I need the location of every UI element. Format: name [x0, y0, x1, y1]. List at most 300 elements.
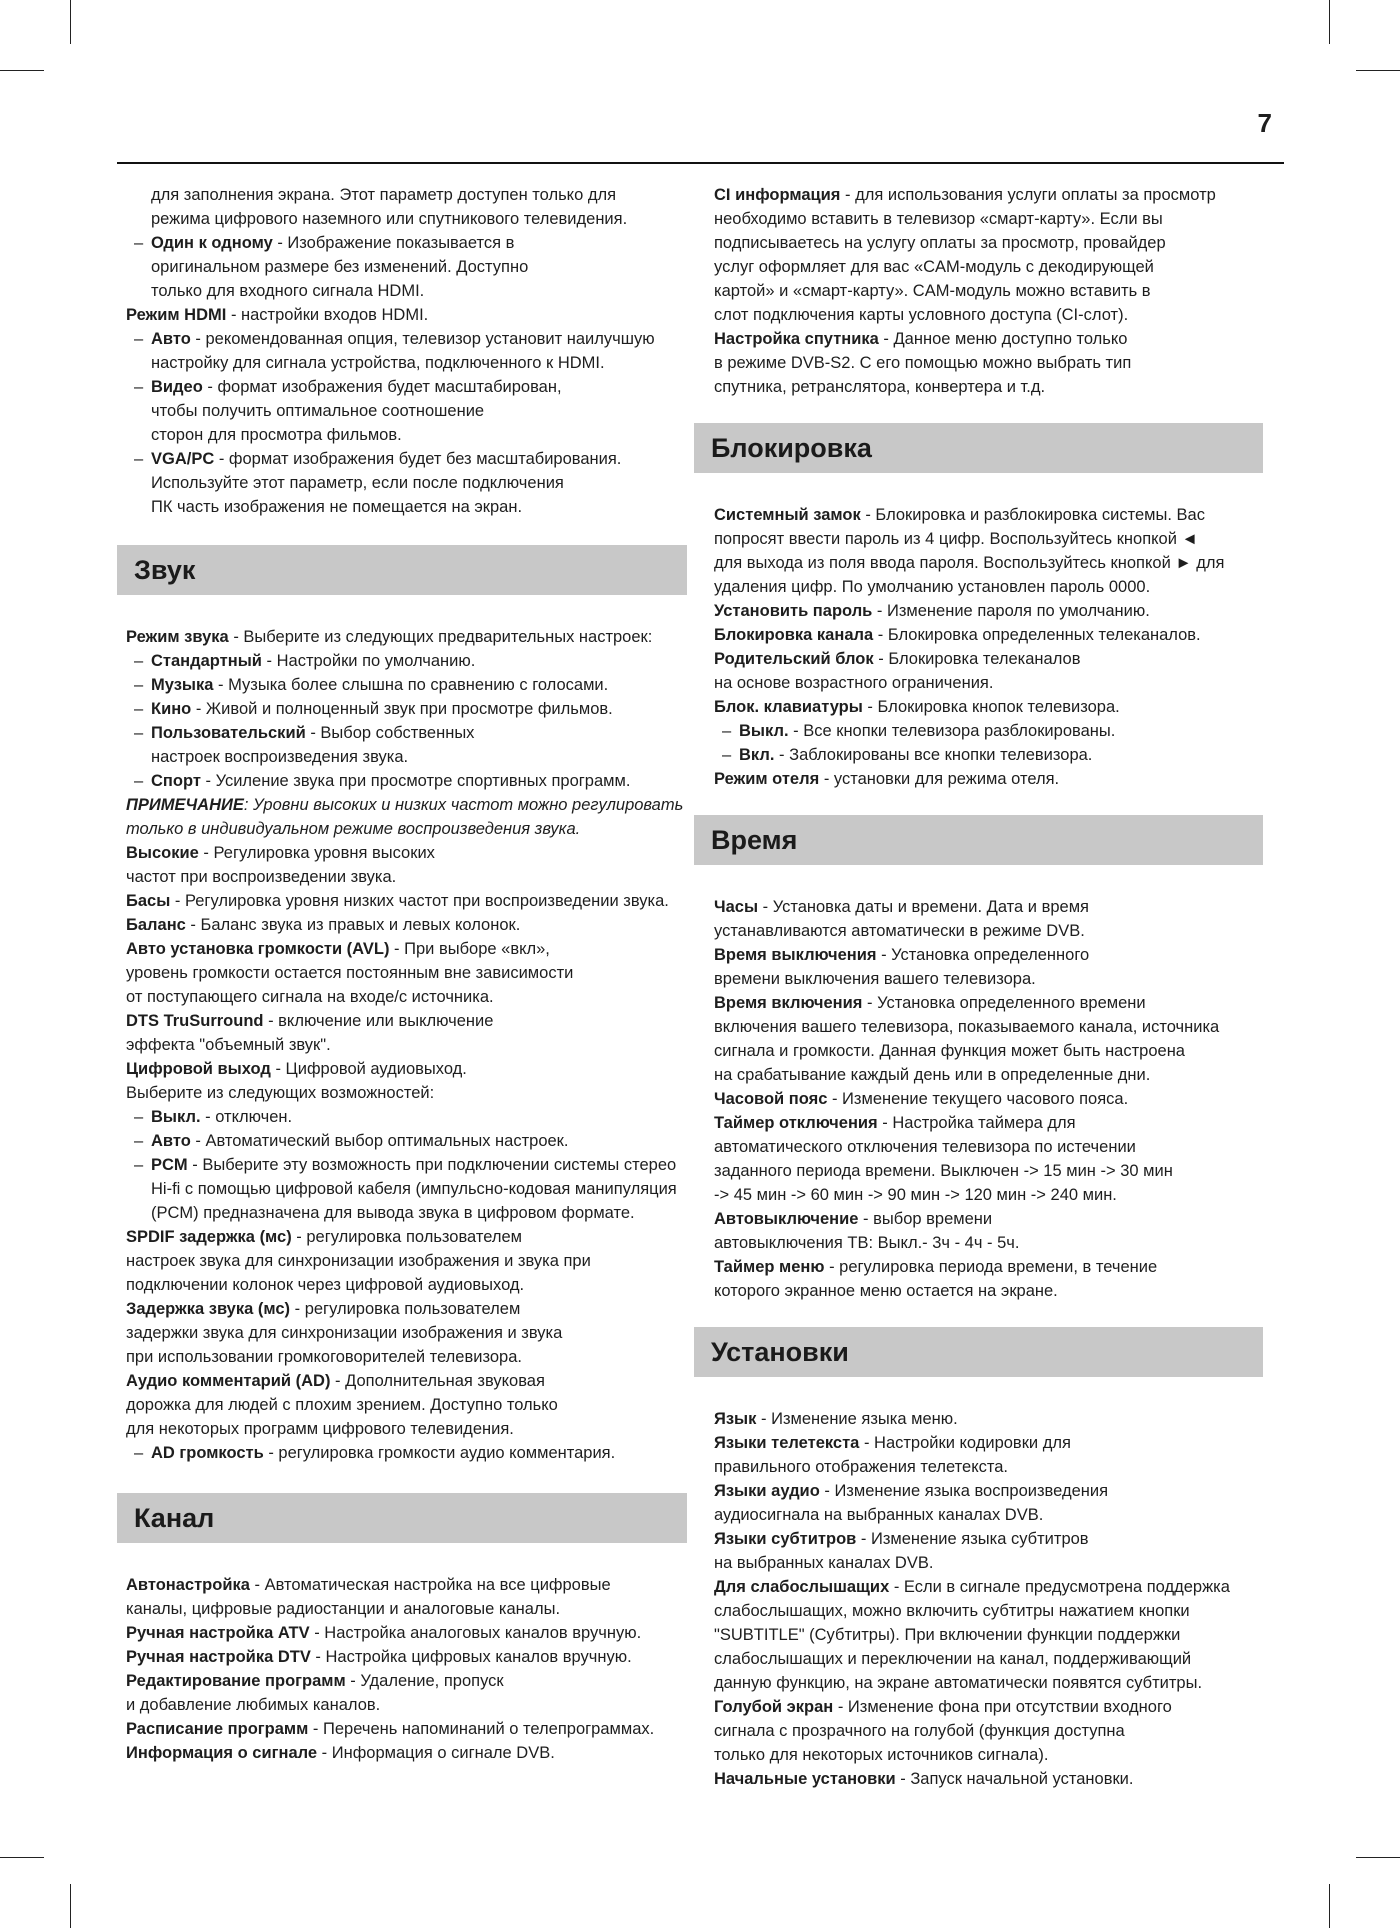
description: данную функцию, на экране автоматически появятся субтитры. — [714, 1674, 1203, 1692]
channel-section — [117, 1573, 699, 1765]
description: - Музыка более слышна по сравнению с голосами. — [213, 676, 609, 694]
text-line — [117, 1345, 699, 1369]
description: уровень громкости остается постоянным вне зависимости — [126, 964, 574, 982]
term: SPDIF задержка (мс) — [126, 1228, 292, 1246]
description: - регулировка периода времени, в течение — [824, 1258, 1158, 1276]
text-line — [117, 1033, 699, 1057]
channel-settings-continued — [705, 183, 1279, 399]
text-line — [117, 1621, 699, 1645]
term: Время включения — [714, 994, 863, 1012]
term: Ручная настройка DTV — [126, 1648, 311, 1666]
description: задержки звука для синхронизации изображения и звука — [126, 1324, 563, 1342]
term: Часы — [714, 898, 759, 916]
term: Настройка спутника — [714, 330, 879, 348]
description: на срабатывание каждый день или в определенные дни. — [714, 1066, 1151, 1084]
description: - отключен. — [200, 1108, 293, 1126]
description: слот подключения карты условного доступа (CI-слот). — [714, 306, 1129, 324]
term: Язык — [714, 1410, 757, 1428]
description: - Выберите эту возможность при подключении системы стерео — [187, 1156, 677, 1174]
description: частот при воспроизведении звука. — [126, 868, 397, 886]
crop-mark — [1329, 0, 1330, 44]
dash-bullet: – — [134, 378, 144, 396]
description: - Блокировка кнопок телевизора. — [862, 698, 1120, 716]
description: - Перечень напоминаний о телепрограммах. — [308, 1720, 655, 1738]
text-line — [705, 207, 1279, 231]
description: - Автоматическая настройка на все цифровые — [249, 1576, 611, 1594]
text-line — [117, 865, 699, 889]
description: - Автоматический выбор оптимальных настроек. — [190, 1132, 569, 1150]
text-line — [705, 1479, 1279, 1503]
text-line — [705, 375, 1279, 399]
text-line — [117, 1249, 699, 1273]
text-line — [705, 1279, 1279, 1303]
description: - Установка определенного времени — [862, 994, 1146, 1012]
description: - Установка определенного — [876, 946, 1090, 964]
crop-mark — [0, 1857, 44, 1858]
text-line — [117, 1645, 699, 1669]
term: Режим отеля — [714, 770, 820, 788]
list-item — [117, 673, 699, 697]
description: подписываетесь на услугу оплаты за просмотр, провайдер — [714, 234, 1166, 252]
text-line — [705, 551, 1279, 575]
list-item — [117, 327, 699, 351]
description: - регулировка пользователем — [291, 1228, 523, 1246]
description: автовыключения ТВ: Выкл.- 3ч - 4ч - 5ч. — [714, 1234, 1020, 1252]
description: - формат изображения будет без масштабирования. — [214, 450, 622, 468]
list-item — [117, 375, 699, 399]
text-line — [705, 1503, 1279, 1527]
term: Информация о сигнале — [126, 1744, 318, 1762]
term: Задержка звука (мс) — [126, 1300, 291, 1318]
description: - Изменение языка воспроизведения — [819, 1482, 1109, 1500]
term: Вкл. — [739, 746, 775, 764]
text-line — [705, 1455, 1279, 1479]
description: - Изменение пароля по умолчанию. — [872, 602, 1150, 620]
description: Hi-fi с помощью цифровой кабеля (импульсно-кодовая манипуляция — [151, 1180, 677, 1198]
description: - Запуск начальной установки. — [895, 1770, 1134, 1788]
dash-bullet: – — [134, 450, 144, 468]
term: Языки аудио — [714, 1482, 820, 1500]
description: - Живой и полноценный звук при просмотре фильмов. — [191, 700, 613, 718]
description: только для входного сигнала HDMI. — [151, 282, 425, 300]
description: - Настройка аналоговых каналов вручную. — [309, 1624, 642, 1642]
text-line — [117, 1717, 699, 1741]
description: настройку для сигнала устройства, подключенного к HDMI. — [151, 354, 605, 372]
dash-bullet: – — [134, 1132, 144, 1150]
term: Один к одному — [151, 234, 273, 252]
text-line — [705, 231, 1279, 255]
crop-mark — [1329, 1884, 1330, 1928]
term: Для слабослышащих — [714, 1578, 890, 1596]
text-line — [705, 503, 1279, 527]
text-line — [117, 1417, 699, 1441]
term: Таймер меню — [714, 1258, 825, 1276]
text-line — [117, 985, 699, 1009]
term: Авто — [151, 1132, 191, 1150]
text-line — [705, 1695, 1279, 1719]
text-line — [705, 1135, 1279, 1159]
description: попросят ввести пароль из 4 цифр. Воспользуйтесь кнопкой ◄ — [714, 530, 1198, 548]
term: Таймер отключения — [714, 1114, 878, 1132]
text-line — [117, 1225, 699, 1249]
left-column — [117, 183, 699, 1765]
text-line — [705, 1039, 1279, 1063]
description: устанавливаются автоматически в режиме DVB. — [714, 922, 1085, 940]
header-rule — [117, 162, 1284, 164]
text-line — [117, 1081, 699, 1105]
text-line — [117, 207, 699, 231]
text-line — [117, 279, 699, 303]
dash-bullet: – — [134, 330, 144, 348]
text-line — [705, 1255, 1279, 1279]
picture-settings-continued — [117, 183, 699, 519]
text-line — [117, 1597, 699, 1621]
description: - Данное меню доступно только — [878, 330, 1128, 348]
description: времени выключения вашего телевизора. — [714, 970, 1036, 988]
crop-mark — [70, 1884, 71, 1928]
description: услуг оформляет для вас «CAM-модуль с декодирующей — [714, 258, 1154, 276]
term: Блокировка канала — [714, 626, 874, 644]
text-line — [705, 967, 1279, 991]
text-line — [117, 183, 699, 207]
description: Используйте этот параметр, если после подключения — [151, 474, 564, 492]
description: - Блокировка и разблокировка системы. Вас — [860, 506, 1205, 524]
description: спутника, ретранслятора, конвертера и т.д. — [714, 378, 1046, 396]
term: Блок. клавиатуры — [714, 698, 863, 716]
dash-bullet: – — [722, 722, 732, 740]
description: - Цифровой аудиовыход. — [270, 1060, 467, 1078]
dash-bullet: – — [722, 746, 732, 764]
description: - для использования услуги оплаты за просмотр — [840, 186, 1216, 204]
description: - Баланс звука из правых и левых колонок. — [185, 916, 521, 934]
text-line — [705, 575, 1279, 599]
description: слабослышащих, можно включить субтитры нажатием кнопки — [714, 1602, 1190, 1620]
text-line — [705, 1551, 1279, 1575]
crop-mark — [0, 70, 44, 71]
description: настроек звука для синхронизации изображения и звука при — [126, 1252, 591, 1270]
section-heading-time: Время — [694, 815, 1263, 865]
description: эффекта "объемный звук". — [126, 1036, 331, 1054]
text-line — [705, 1207, 1279, 1231]
note-line — [117, 793, 699, 817]
text-line — [705, 671, 1279, 695]
dash-bullet: – — [134, 724, 144, 742]
description: - Изображение показывается в — [272, 234, 515, 252]
description: - Регулировка уровня низких частот при воспроизведении звука. — [170, 892, 669, 910]
text-line — [705, 1575, 1279, 1599]
description: - Выбор собственных — [305, 724, 475, 742]
text-line — [117, 889, 699, 913]
description: сторон для просмотра фильмов. — [151, 426, 402, 444]
text-line — [117, 1177, 699, 1201]
text-line — [705, 623, 1279, 647]
description: оригинальном размере без изменений. Доступно — [151, 258, 529, 276]
text-line — [117, 303, 699, 327]
term: Системный замок — [714, 506, 861, 524]
description: - Удаление, пропуск — [345, 1672, 504, 1690]
term: Басы — [126, 892, 171, 910]
description: для выхода из поля ввода пароля. Воспользуйтесь кнопкой ► для — [714, 554, 1225, 572]
description: - Блокировка определенных телеканалов. — [873, 626, 1201, 644]
description: - Усиление звука при просмотре спортивных программ. — [200, 772, 631, 790]
term: Выкл. — [739, 722, 789, 740]
description: (PCM) предназначена для вывода звука в цифровом формате. — [151, 1204, 635, 1222]
text-line — [705, 767, 1279, 791]
description: для некоторых программ цифрового телевидения. — [126, 1420, 514, 1438]
text-line — [117, 1573, 699, 1597]
text-line — [705, 279, 1279, 303]
text-line — [705, 647, 1279, 671]
description: каналы, цифровые радиостанции и аналоговые каналы. — [126, 1600, 561, 1618]
term: Автонастройка — [126, 1576, 250, 1594]
description: сигнала и громкости. Данная функция может быть настроена — [714, 1042, 1185, 1060]
description: только для некоторых источников сигнала). — [714, 1746, 1049, 1764]
list-item — [117, 1153, 699, 1177]
description: - рекомендованная опция, телевизор установит наилучшую — [190, 330, 655, 348]
term: Кино — [151, 700, 192, 718]
text-line — [705, 351, 1279, 375]
page-number: 7 — [1257, 108, 1272, 138]
text-line — [117, 1273, 699, 1297]
text-line — [705, 1599, 1279, 1623]
text-line — [705, 599, 1279, 623]
term: Время выключения — [714, 946, 877, 964]
text-line — [117, 1201, 699, 1225]
description: необходимо вставить в телевизор «смарт-карту». Если вы — [714, 210, 1163, 228]
text-line — [705, 303, 1279, 327]
term: Языки субтитров — [714, 1530, 857, 1548]
term: Музыка — [151, 676, 214, 694]
description: - Информация о сигнале DVB. — [317, 1744, 555, 1762]
description: - Регулировка уровня высоких — [198, 844, 435, 862]
crop-mark — [1356, 1857, 1400, 1858]
section-heading-settings: Установки — [694, 1327, 1263, 1377]
text-line — [117, 1393, 699, 1417]
description: слабослышащих и переключении на канал, поддерживающий — [714, 1650, 1192, 1668]
description: - Изменение языка меню. — [756, 1410, 958, 1428]
dash-bullet: – — [134, 676, 144, 694]
text-line — [705, 991, 1279, 1015]
text-line — [705, 1647, 1279, 1671]
term: Установить пароль — [714, 602, 873, 620]
description: - Настройка цифровых каналов вручную. — [310, 1648, 632, 1666]
dash-bullet: – — [134, 1156, 144, 1174]
description: - формат изображения будет масштабирован, — [202, 378, 562, 396]
description: Выберите из следующих возможностей: — [126, 1084, 435, 1102]
dash-bullet: – — [134, 772, 144, 790]
description: аудиосигнала на выбранных каналах DVB. — [714, 1506, 1044, 1524]
description: ПК часть изображения не помещается на экран. — [151, 498, 523, 516]
text-line — [705, 1431, 1279, 1455]
right-column — [705, 183, 1279, 1791]
term: Цифровой выход — [126, 1060, 271, 1078]
description: для заполнения экрана. Этот параметр доступен только для — [151, 186, 617, 204]
description: автоматического отключения телевизора по истечении — [714, 1138, 1136, 1156]
description: - Блокировка телеканалов — [873, 650, 1081, 668]
lock-section — [705, 503, 1279, 791]
term: Редактирование программ — [126, 1672, 346, 1690]
text-line — [117, 399, 699, 423]
term: Начальные установки — [714, 1770, 896, 1788]
text-line — [117, 495, 699, 519]
list-item — [705, 743, 1279, 767]
term: ПРИМЕЧАНИЕ — [126, 796, 244, 814]
term: PCM — [151, 1156, 188, 1174]
description: картой» и «смарт-карту». CAM-модуль можно вставить в — [714, 282, 1151, 300]
text-line — [705, 695, 1279, 719]
text-line — [705, 1087, 1279, 1111]
description: дорожка для людей с плохим зрением. Доступно только — [126, 1396, 558, 1414]
text-line — [705, 1111, 1279, 1135]
description: настроек воспроизведения звука. — [151, 748, 409, 766]
text-line — [117, 745, 699, 769]
description: чтобы получить оптимальное соотношение — [151, 402, 485, 420]
text-line — [705, 327, 1279, 351]
description: в режиме DVB-S2. С его помощью можно выбрать тип — [714, 354, 1132, 372]
description: - Все кнопки телевизора разблокированы. — [788, 722, 1116, 740]
description: : Уровни высоких и низких частот можно регулировать — [243, 796, 684, 814]
description: - Изменение фона при отсутствии входного — [833, 1698, 1172, 1716]
settings-section — [705, 1407, 1279, 1791]
term: Пользовательский — [151, 724, 306, 742]
list-item — [117, 1129, 699, 1153]
description: - Настройка таймера для — [877, 1114, 1076, 1132]
term: Родительский блок — [714, 650, 874, 668]
description: - Настройки по умолчанию. — [261, 652, 476, 670]
text-line — [705, 255, 1279, 279]
description: и добавление любимых каналов. — [126, 1696, 381, 1714]
time-section — [705, 895, 1279, 1303]
description: при использовании громкоговорителей телевизора. — [126, 1348, 522, 1366]
list-item — [117, 649, 699, 673]
text-line — [705, 943, 1279, 967]
text-line — [117, 1057, 699, 1081]
term: DTS TruSurround — [126, 1012, 264, 1030]
term: AD громкость — [151, 1444, 264, 1462]
description: - настройки входов HDMI. — [226, 306, 429, 324]
text-line — [705, 1159, 1279, 1183]
description: "SUBTITLE" (Субтитры). При включении функции поддержки — [714, 1626, 1181, 1644]
dash-bullet: – — [134, 1108, 144, 1126]
description: - установки для режима отеля. — [819, 770, 1060, 788]
term: Выкл. — [151, 1108, 201, 1126]
description: - Выберите из следующих предварительных настроек: — [228, 628, 653, 646]
crop-mark — [1356, 70, 1400, 71]
description: - Заблокированы все кнопки телевизора. — [774, 746, 1093, 764]
text-line — [705, 1671, 1279, 1695]
text-line — [117, 1741, 699, 1765]
text-line — [705, 919, 1279, 943]
term: Голубой экран — [714, 1698, 834, 1716]
term: Авто установка громкости (AVL) — [126, 940, 390, 958]
term: Стандартный — [151, 652, 262, 670]
description: удаления цифр. По умолчанию установлен пароль 0000. — [714, 578, 1151, 596]
list-item — [117, 769, 699, 793]
list-item — [117, 447, 699, 471]
term: Языки телетекста — [714, 1434, 860, 1452]
term: Спорт — [151, 772, 201, 790]
term: Режим HDMI — [126, 306, 227, 324]
term: VGA/PC — [151, 450, 215, 468]
text-line — [117, 937, 699, 961]
text-line — [117, 1321, 699, 1345]
text-line — [117, 423, 699, 447]
text-line — [705, 1183, 1279, 1207]
description: - Изменение текущего часового пояса. — [827, 1090, 1129, 1108]
note-line — [117, 817, 699, 841]
text-line — [705, 1623, 1279, 1647]
description: режима цифрового наземного или спутникового телевидения. — [151, 210, 628, 228]
description: -> 45 мин -> 60 мин -> 90 мин -> 120 мин -> 240 мин. — [714, 1186, 1117, 1204]
text-line — [117, 913, 699, 937]
description: - Установка даты и времени. Дата и время — [758, 898, 1089, 916]
text-line — [117, 351, 699, 375]
text-line — [705, 527, 1279, 551]
term: Часовой пояс — [714, 1090, 828, 1108]
text-line — [117, 255, 699, 279]
description: - При выборе «вкл», — [389, 940, 550, 958]
text-line — [705, 895, 1279, 919]
text-line — [117, 1369, 699, 1393]
section-heading-sound: Звук — [117, 545, 687, 595]
text-line — [117, 841, 699, 865]
term: CI информация — [714, 186, 841, 204]
text-line — [705, 1527, 1279, 1551]
description: которого экранное меню остается на экране. — [714, 1282, 1058, 1300]
description: - выбор времени — [858, 1210, 993, 1228]
list-item — [705, 719, 1279, 743]
term: Режим звука — [126, 628, 229, 646]
text-line — [117, 625, 699, 649]
description: - регулировка громкости аудио комментария. — [263, 1444, 616, 1462]
description: включения вашего телевизора, показываемого канала, источника — [714, 1018, 1220, 1036]
text-line — [705, 1407, 1279, 1431]
text-line — [117, 1669, 699, 1693]
text-line — [705, 1719, 1279, 1743]
description: на основе возрастного ограничения. — [714, 674, 994, 692]
term: Расписание программ — [126, 1720, 309, 1738]
text-line — [705, 1063, 1279, 1087]
text-line — [117, 1297, 699, 1321]
term: Видео — [151, 378, 203, 396]
text-line — [117, 961, 699, 985]
section-heading-channel: Канал — [117, 1493, 687, 1543]
list-item — [117, 721, 699, 745]
section-heading-lock: Блокировка — [694, 423, 1263, 473]
text-line — [117, 1009, 699, 1033]
text-line — [705, 1015, 1279, 1039]
crop-mark — [70, 0, 71, 44]
description: правильного отображения телетекста. — [714, 1458, 1009, 1476]
term: Авто — [151, 330, 191, 348]
description: подключении колонок через цифровой аудиовыход. — [126, 1276, 525, 1294]
term: Высокие — [126, 844, 199, 862]
list-item — [117, 1105, 699, 1129]
dash-bullet: – — [134, 234, 144, 252]
text-line — [705, 1231, 1279, 1255]
text-line — [705, 1743, 1279, 1767]
dash-bullet: – — [134, 700, 144, 718]
description: только в индивидуальном режиме воспроизведения звука. — [126, 820, 581, 838]
list-item — [117, 1441, 699, 1465]
description: - регулировка пользователем — [290, 1300, 521, 1318]
text-line — [117, 471, 699, 495]
description: от поступающего сигнала на входе/с источника. — [126, 988, 494, 1006]
text-line — [705, 1767, 1279, 1791]
description: - Настройки кодировки для — [859, 1434, 1071, 1452]
text-line — [705, 183, 1279, 207]
description: - Дополнительная звуковая — [330, 1372, 545, 1390]
